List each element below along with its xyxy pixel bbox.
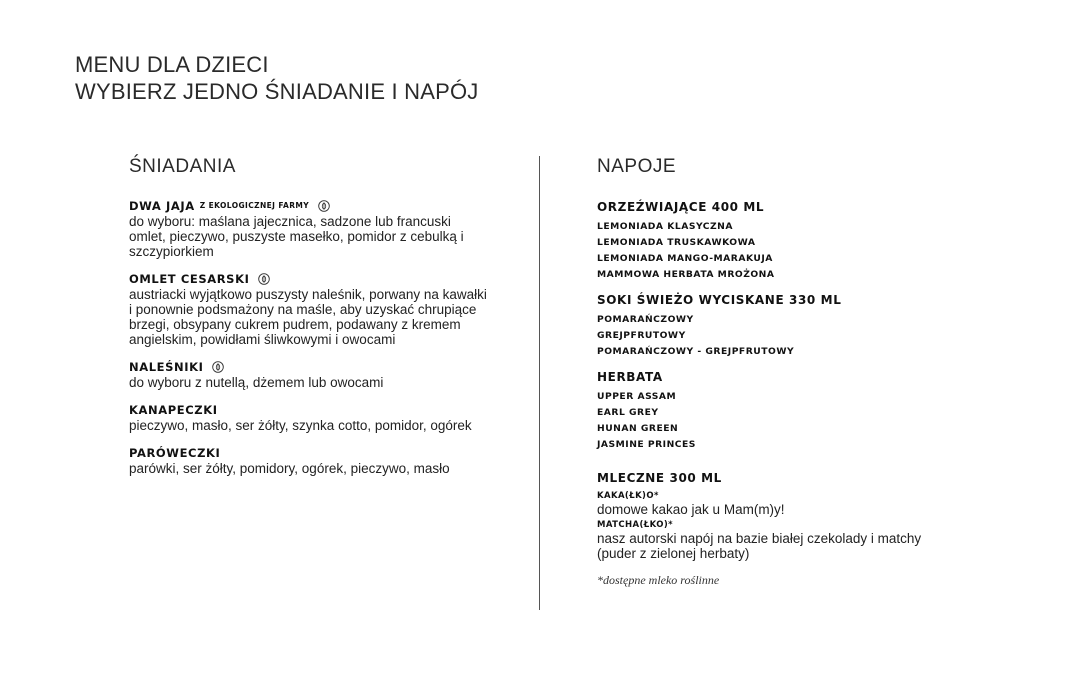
drink-entry: LEMONIADA TRUSKAWKOWA xyxy=(597,237,756,248)
menu-item-kanapeczki xyxy=(129,402,489,433)
item-name: KANAPECZKI xyxy=(129,403,218,417)
menu-header xyxy=(75,51,478,105)
item-name: NALEŚNIKI xyxy=(129,360,204,374)
menu-item-nalesniki xyxy=(129,359,489,390)
menu-item-omlet-cesarski xyxy=(129,271,489,347)
drink-group-milk xyxy=(597,469,937,561)
drink-group-tea xyxy=(597,368,937,453)
drink-group-title: SOKI ŚWIEŻO WYCISKANE 330 ML xyxy=(597,293,842,307)
menu-subtitle: WYBIERZ JEDNO ŚNIADANIE I NAPÓJ xyxy=(75,79,479,104)
drink-group-title: HERBATA xyxy=(597,370,663,384)
item-description: pieczywo, masło, ser żółty, szynka cotto, pomidor, ogórek xyxy=(129,418,472,433)
item-description: parówki, ser żółty, pomidory, ogórek, pieczywo, masło xyxy=(129,461,450,476)
drink-entry: POMARAŃCZOWY xyxy=(597,314,694,325)
drink-entry: HUNAN GREEN xyxy=(597,423,679,434)
vegetarian-leaf-icon xyxy=(318,200,330,212)
item-name: PARÓWECZKI xyxy=(129,446,221,460)
column-divider xyxy=(539,156,540,610)
drink-entry: JASMINE PRINCES xyxy=(597,439,696,450)
breakfast-section-title: ŚNIADANIA xyxy=(129,156,236,177)
drinks-column xyxy=(597,156,937,588)
drink-group-title: ORZEŹWIAJĄCE 400 ML xyxy=(597,200,765,214)
item-name: DWA JAJA xyxy=(129,199,195,213)
drink-entry: POMARAŃCZOWY - GREJPFRUTOWY xyxy=(597,346,795,357)
vegetarian-leaf-icon xyxy=(258,273,270,285)
item-name: OMLET CESARSKI xyxy=(129,272,250,286)
drink-entry: UPPER ASSAM xyxy=(597,391,677,402)
drink-entry: MATCHA(ŁKO)* xyxy=(597,520,674,530)
drink-entry: EARL GREY xyxy=(597,407,659,418)
drinks-section-title: NAPOJE xyxy=(597,156,677,177)
menu-item-paroweczki xyxy=(129,445,489,476)
drink-entry: LEMONIADA KLASYCZNA xyxy=(597,221,733,232)
menu-item-dwa-jaja xyxy=(129,198,489,259)
item-description: austriacki wyjątkowo puszysty naleśnik, porwany na kawałki i ponownie podsmażony na maśle, aby uzyskać chrupiące brzegi, obsypany cukrem pudrem, podawany z kremem angielskim, powidłami śliwkowymi i owocami xyxy=(129,287,487,347)
item-subtitle: Z EKOLOGICZNEJ FARMY xyxy=(199,201,310,210)
drink-group-title: MLECZNE 300 ML xyxy=(597,471,722,485)
item-description: do wyboru z nutellą, dżemem lub owocami xyxy=(129,375,384,390)
drink-description: nasz autorski napój na bazie białej czekolady i matchy (puder z zielonej herbaty) xyxy=(597,531,922,561)
drink-entry: MAMMOWA HERBATA MROŻONA xyxy=(597,269,775,280)
drink-entry: KAKA(ŁK)O* xyxy=(597,491,659,501)
menu-title: MENU DLA DZIECI xyxy=(75,52,269,77)
breakfast-column xyxy=(129,156,489,488)
drink-description: domowe kakao jak u Mam(m)y! xyxy=(597,502,785,517)
drink-entry: GREJPFRUTOWY xyxy=(597,330,686,341)
item-description: do wyboru: maślana jajecznica, sadzone lub francuski omlet, pieczywo, puszyste masełko, pomidor z cebulką i szczypiorkiem xyxy=(129,214,464,259)
drink-entry: LEMONIADA MANGO-MARAKUJA xyxy=(597,253,773,264)
drink-group-refreshing xyxy=(597,198,937,283)
vegetarian-leaf-icon xyxy=(212,361,224,373)
drink-group-juices xyxy=(597,291,937,360)
footnote: *dostępne mleko roślinne xyxy=(597,573,720,587)
